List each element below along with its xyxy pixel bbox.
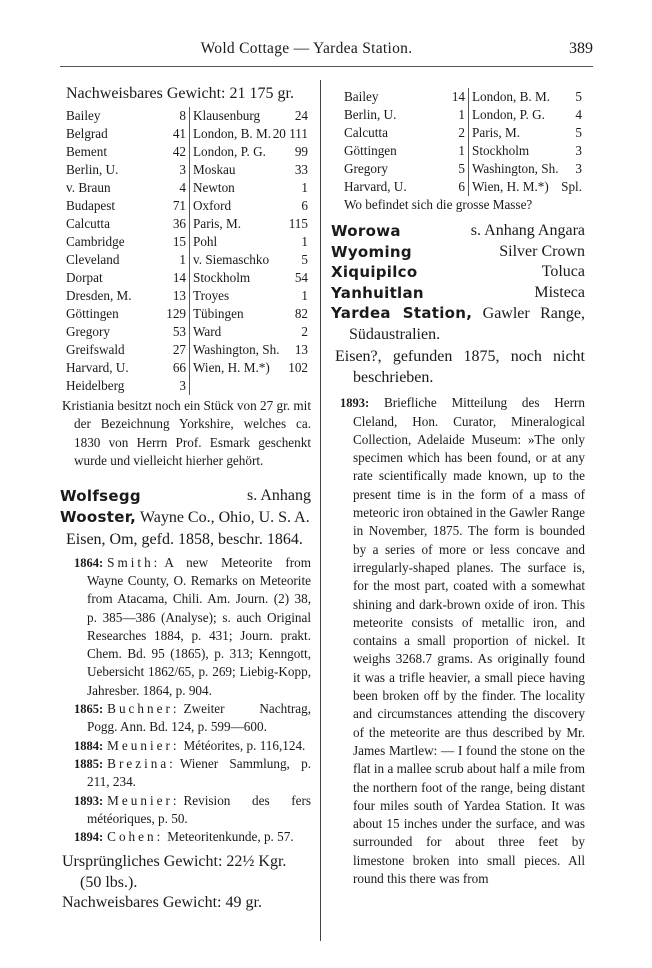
collection-row bbox=[66, 197, 189, 215]
collection-row bbox=[344, 106, 468, 124]
collection-name: Oxford bbox=[193, 198, 232, 213]
collection-weight: 1 bbox=[458, 143, 465, 158]
page-number: 389 bbox=[569, 40, 593, 57]
collection-name: Dorpat bbox=[66, 270, 103, 285]
collection-row bbox=[66, 377, 189, 395]
collection-row bbox=[190, 287, 311, 305]
collection-weight: 53 bbox=[172, 324, 186, 339]
collection-row bbox=[190, 341, 311, 359]
collection-row bbox=[190, 179, 311, 197]
collections-col-2 bbox=[190, 107, 311, 395]
reference-entry bbox=[66, 554, 311, 700]
collection-name: Pohl bbox=[193, 234, 218, 249]
collection-row bbox=[469, 160, 585, 178]
reference-text: Météorites, p. 116,124. bbox=[183, 737, 306, 753]
collection-name: Göttingen bbox=[344, 143, 397, 158]
collection-weight: 3 bbox=[575, 143, 582, 158]
entry-ref: Toluca bbox=[541, 263, 585, 281]
left-column bbox=[60, 84, 311, 914]
collection-name: London, P. G. bbox=[193, 144, 266, 159]
header-rule bbox=[60, 66, 593, 67]
collection-name: Harvard, U. bbox=[66, 360, 129, 375]
entry-name: Yanhuitlan bbox=[331, 283, 424, 302]
reference-entry bbox=[66, 828, 311, 846]
collection-weight: 15 bbox=[172, 234, 186, 249]
collection-name: Dresden, M. bbox=[66, 288, 132, 303]
collection-name: London, B. M. bbox=[193, 126, 272, 141]
collection-row bbox=[190, 305, 311, 323]
collection-weight: 8 bbox=[179, 108, 186, 123]
crossref-entry bbox=[331, 242, 585, 263]
reference-author: Meunier: bbox=[107, 792, 180, 808]
collection-weight: 20 111 bbox=[272, 126, 308, 141]
collection-row bbox=[190, 323, 311, 341]
collection-name: Ward bbox=[193, 324, 222, 339]
collection-weight: 3 bbox=[179, 162, 186, 177]
collection-name: v. Braun bbox=[66, 180, 111, 195]
collection-name: Budapest bbox=[66, 198, 116, 213]
kristiania-note: Kristiania besitzt noch ein Stück von 27 gr. mit der Bezeichnung Yorkshire, welches ca. 1830 von Herrn Prof. Esmark geschenkt wurde und vielleicht hierher gehört. bbox=[62, 398, 311, 468]
collection-name: Washington, Sh. bbox=[472, 161, 559, 176]
collection-row bbox=[190, 161, 311, 179]
collection-weight: 99 bbox=[294, 144, 308, 159]
entry-type-line: Eisen, Om, gefd. 1858, beschr. 1864. bbox=[66, 531, 303, 549]
reference-entry bbox=[66, 792, 311, 829]
collection-name: London, P. G. bbox=[472, 107, 545, 122]
collection-weight: 2 bbox=[301, 324, 308, 339]
collection-row bbox=[66, 341, 189, 359]
reference-text: Briefliche Mitteilung des Herrn Cleland, Hon. Curator, Mineralogical Collection, Adelaide Museum: »The only specimen which has been found, or at any rate scientifically made known, up to the present time is in the form of a mass of meteoric iron obtained in the Gawler Range in November, 1875. The form is bounded by a series of more or less concave and irregularly-shaped planes. The surface is, for the most part, coated with a somewhat shining and dark-brown oxide of iron. This meteorite consists of metallic iron, and contains a small proportion of nickel. It weighs 3268.7 grams. As originally found it was a trifle heavier, a small piece having been broken off by the finder. The locality and circumstances attending the discovery of the meteorite are thus described by Mr. James Martlew: — I found the stone on the flat in a mallee scrub about half a mile from the northern foot of the range, being distant four miles south of Yardea Station. It was about 15 inches under the surface, and was surrounded for about three feet by limestone broken into small pieces. All round this there was from bbox=[353, 395, 585, 887]
collection-row bbox=[66, 125, 189, 143]
collection-row bbox=[66, 323, 189, 341]
column-divider bbox=[320, 80, 321, 941]
collection-row bbox=[66, 179, 189, 197]
reference-text: Meteoritenkunde, p. 57. bbox=[167, 829, 294, 845]
reference-1893 bbox=[331, 394, 585, 888]
collections-table-right bbox=[344, 88, 585, 196]
collection-weight: 42 bbox=[172, 144, 186, 159]
collection-name: Troyes bbox=[193, 288, 230, 303]
collection-row bbox=[469, 178, 585, 196]
collection-row bbox=[190, 251, 311, 269]
collection-row bbox=[66, 287, 189, 305]
collection-weight: 82 bbox=[294, 306, 308, 321]
collection-weight: 14 bbox=[451, 89, 465, 104]
collection-weight: 2 bbox=[458, 125, 465, 140]
collection-weight: 27 bbox=[172, 342, 186, 357]
collection-weight: 102 bbox=[288, 360, 308, 375]
collection-name: Cleveland bbox=[66, 252, 120, 267]
collection-weight: Spl. bbox=[561, 179, 582, 194]
collection-row bbox=[66, 359, 189, 377]
collection-weight: 6 bbox=[301, 198, 308, 213]
collection-name: Göttingen bbox=[66, 306, 119, 321]
collection-row bbox=[344, 124, 468, 142]
collection-name: Berlin, U. bbox=[344, 107, 397, 122]
reference-year: 1884: bbox=[74, 738, 104, 753]
reference-year: 1865: bbox=[74, 702, 104, 717]
entry-name: Worowa bbox=[331, 222, 401, 241]
collection-weight: 1 bbox=[301, 180, 308, 195]
collection-row bbox=[66, 251, 189, 269]
question-note: Wo befindet sich die grosse Masse? bbox=[344, 197, 533, 212]
collection-name: Berlin, U. bbox=[66, 162, 119, 177]
crossref-entry bbox=[331, 283, 585, 304]
collection-name: Tübingen bbox=[193, 306, 244, 321]
collection-weight: 13 bbox=[172, 288, 186, 303]
reference-author: Brezina: bbox=[107, 755, 176, 771]
collection-row bbox=[190, 197, 311, 215]
collection-weight: 33 bbox=[294, 162, 308, 177]
collection-row bbox=[190, 233, 311, 251]
reference-year: 1893: bbox=[74, 793, 104, 808]
collection-row bbox=[190, 215, 311, 233]
collection-name: Harvard, U. bbox=[344, 179, 407, 194]
reference-year: 1864: bbox=[74, 555, 104, 570]
references-list bbox=[66, 554, 311, 847]
collection-name: Stockholm bbox=[472, 143, 530, 158]
entry-ref: Misteca bbox=[534, 283, 585, 301]
reference-entry bbox=[66, 700, 311, 737]
reference-year: 1893: bbox=[340, 396, 370, 411]
collection-name: Newton bbox=[193, 180, 235, 195]
running-title: Wold Cottage — Yardea Station. bbox=[200, 40, 413, 57]
collection-weight: 6 bbox=[458, 179, 465, 194]
collection-row bbox=[469, 124, 585, 142]
collection-name: London, B. M. bbox=[472, 89, 551, 104]
collection-row bbox=[344, 88, 468, 106]
collection-weight: 36 bbox=[172, 216, 186, 231]
collection-name: Cambridge bbox=[66, 234, 125, 249]
reference-entry bbox=[66, 737, 311, 755]
collection-row bbox=[66, 161, 189, 179]
collection-weight: 1 bbox=[179, 252, 186, 267]
collection-name: v. Siemaschko bbox=[193, 252, 270, 267]
collection-weight: 129 bbox=[166, 306, 186, 321]
running-header bbox=[60, 37, 593, 67]
collections-col-2 bbox=[469, 88, 585, 196]
collection-row bbox=[190, 269, 311, 287]
collection-row bbox=[469, 106, 585, 124]
collection-name: Wien, H. M.*) bbox=[193, 360, 270, 375]
collection-weight: 24 bbox=[294, 108, 308, 123]
collection-weight: 4 bbox=[575, 107, 582, 122]
entry-wooster bbox=[60, 507, 311, 529]
reference-text: Revision des fers météoriques, p. 50. bbox=[87, 792, 311, 826]
entry-name: Xiquipilco bbox=[331, 263, 418, 282]
collection-name: Gregory bbox=[344, 161, 388, 176]
crossref-list bbox=[331, 221, 585, 303]
entry-ref: s. Anhang Angara bbox=[470, 222, 585, 240]
entry-wolfsegg bbox=[60, 486, 311, 507]
collection-row bbox=[66, 107, 189, 125]
entry-type-line: Eisen?, gefunden 1875, noch nicht beschrieben. bbox=[335, 348, 585, 386]
reference-author: Smith: bbox=[107, 554, 161, 570]
collection-name: Washington, Sh. bbox=[193, 342, 280, 357]
collection-row bbox=[190, 143, 311, 161]
collection-row bbox=[344, 178, 468, 196]
collection-name: Wien, H. M.*) bbox=[472, 179, 549, 194]
collection-name: Klausenburg bbox=[193, 108, 261, 123]
entry-yardea bbox=[331, 303, 585, 345]
original-weight: Ursprüngliches Gewicht: 22½ Kgr. (50 lbs.). bbox=[62, 853, 287, 891]
reference-author: Cohen: bbox=[107, 829, 164, 845]
collection-row bbox=[190, 107, 311, 125]
entry-ref: s. Anhang bbox=[247, 487, 311, 505]
collection-name: Calcutta bbox=[344, 125, 388, 140]
collection-row bbox=[66, 305, 189, 323]
collection-weight: 71 bbox=[172, 198, 186, 213]
collection-weight: 5 bbox=[575, 89, 582, 104]
reference-text: Wiener Sammlung, p. 211, 234. bbox=[87, 755, 311, 790]
collection-weight: 115 bbox=[288, 216, 308, 231]
collection-weight: 3 bbox=[179, 378, 186, 393]
collection-name: Gregory bbox=[66, 324, 110, 339]
entry-ref: Silver Crown bbox=[499, 242, 585, 260]
collection-name: Bailey bbox=[344, 89, 379, 104]
collection-row bbox=[344, 142, 468, 160]
right-column bbox=[331, 88, 585, 888]
collection-row bbox=[66, 233, 189, 251]
entry-name: Yardea Station, bbox=[331, 304, 473, 323]
collection-name: Moskau bbox=[193, 162, 236, 177]
reference-text: Zweiter Nachtrag, Pogg. Ann. Bd. 124, p. 599—600. bbox=[87, 701, 311, 735]
crossref-entry bbox=[331, 221, 585, 242]
crossref-entry bbox=[331, 262, 585, 283]
collection-name: Bement bbox=[66, 144, 108, 159]
collection-name: Heidelberg bbox=[66, 378, 125, 393]
collection-name: Paris, M. bbox=[193, 216, 241, 231]
collection-weight: 4 bbox=[179, 180, 186, 195]
collection-weight: 14 bbox=[172, 270, 186, 285]
collection-name: Bailey bbox=[66, 108, 101, 123]
collection-row bbox=[66, 215, 189, 233]
reference-entry bbox=[66, 755, 311, 792]
collection-weight: 41 bbox=[172, 126, 186, 141]
reference-author: Buchner: bbox=[107, 701, 180, 717]
collection-weight: 1 bbox=[301, 234, 308, 249]
collection-name: Paris, M. bbox=[472, 125, 520, 140]
collection-weight: 5 bbox=[458, 161, 465, 176]
collection-weight: 5 bbox=[301, 252, 308, 267]
entry-name: Wooster, bbox=[60, 507, 137, 526]
reference-year: 1885: bbox=[74, 756, 104, 771]
entry-name: Wyoming bbox=[331, 242, 412, 261]
collection-weight: 13 bbox=[294, 342, 308, 357]
collection-name: Stockholm bbox=[193, 270, 251, 285]
collection-weight: 5 bbox=[575, 125, 582, 140]
entry-name: Wolfsegg bbox=[60, 487, 141, 506]
collections-col-1 bbox=[66, 107, 190, 395]
collection-row bbox=[66, 143, 189, 161]
collection-name: Calcutta bbox=[66, 216, 110, 231]
collection-name: Greifswald bbox=[66, 342, 125, 357]
collections-col-1 bbox=[344, 88, 469, 196]
collection-weight: 1 bbox=[458, 107, 465, 122]
collection-row bbox=[469, 88, 585, 106]
entry-location: Gawler Range, Südaustralien. bbox=[349, 305, 585, 343]
collection-row bbox=[469, 142, 585, 160]
collection-row bbox=[190, 125, 311, 143]
weight-line: Nachweisbares Gewicht: 21 175 gr. bbox=[66, 85, 294, 102]
collection-row bbox=[66, 269, 189, 287]
collection-row bbox=[190, 359, 311, 377]
collection-weight: 66 bbox=[172, 360, 186, 375]
collections-table bbox=[66, 107, 311, 395]
reference-text: A new Meteorite from Wayne County, O. Remarks on Meteorite from Atacama, Chili. Am. Journ. (2) 38, p. 385—386 (Analyse); s. auch Original Researches 1884, p. 431; Journ. prakt. Chem. Bd. 95 (1865), p. 313; Kenngott, Uebersicht 1862/65, p. 269; Liebig-Kopp, Jahresber. 1864, p. 904. bbox=[87, 554, 311, 698]
entry-location: Wayne Co., Ohio, U. S. A. bbox=[139, 508, 310, 526]
reference-year: 1894: bbox=[74, 830, 104, 845]
collection-name: Belgrad bbox=[66, 126, 108, 141]
collection-weight: 1 bbox=[301, 288, 308, 303]
collection-weight: 54 bbox=[294, 270, 308, 285]
reference-author: Meunier: bbox=[107, 737, 180, 753]
collection-row bbox=[344, 160, 468, 178]
proven-weight: Nachweisbares Gewicht: 49 gr. bbox=[62, 894, 262, 912]
collection-weight: 3 bbox=[575, 161, 582, 176]
